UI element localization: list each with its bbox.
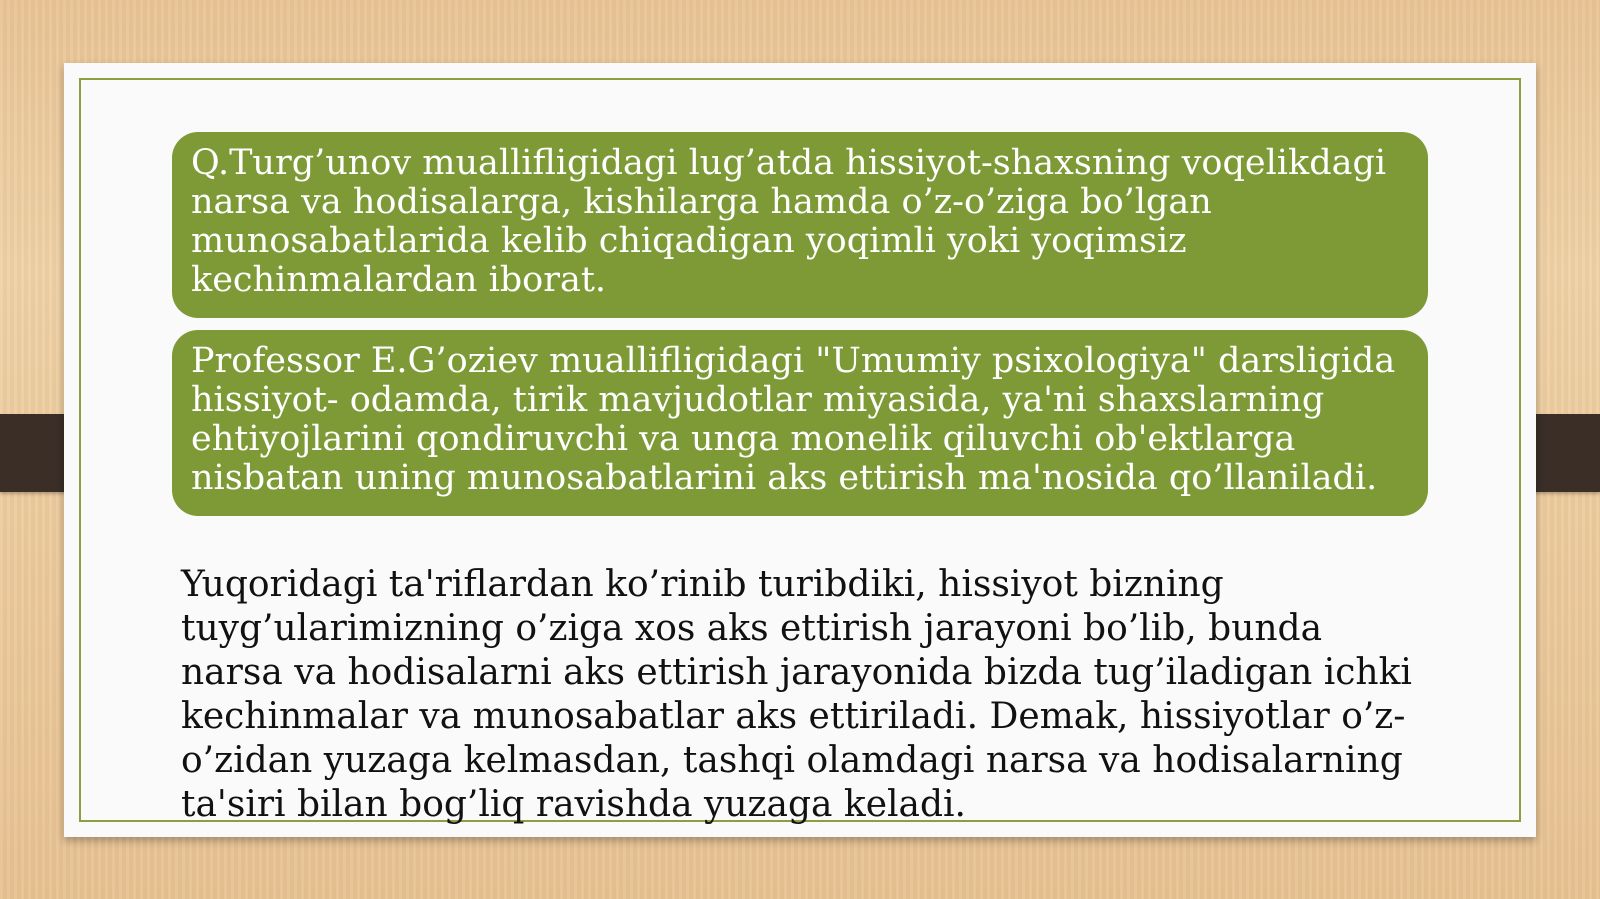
definition-text-goziev: Professor E.G’oziev muallifligidagi "Umumiy psixologiya" darsligida hissiyot- odamda, tirik mavjudotlar miyasida, ya'ni shaxslarning ehtiyojlarini qondiruvchi va unga monelik qiluvchi ob'ektlarga nisbatan uning munosabatlarini aks ettirish ma'nosida qo’llaniladi. <box>191 341 1396 498</box>
definition-text-turgunov: Q.Turg’unov muallifligidagi lug’atda hissiyot-shaxsning voqelikdagi narsa va hodisalarga, kishilarga hamda o’z-o’ziga bo’lgan munosabatlarida kelib chiqadigan yoqimli yoki yoqimsiz kechinmalardan iborat. <box>191 143 1387 300</box>
definition-callout-goziev <box>172 330 1428 516</box>
definition-callout-turgunov <box>172 132 1428 318</box>
conclusion-paragraph: Yuqoridagi ta'riflardan ko’rinib turibdiki, hissiyot bizning tuyg’ularimizning o’ziga xos aks ettirish jarayoni bo’lib, bunda narsa va hodisalarni aks ettirish jarayonida bizda tug’iladigan ichki kechinmalar va munosabatlar aks ettiriladi. Demak, hissiyotlar o’z-o’zidan yuzaga kelmasdan, tashqi olamdagi narsa va hodisalarning ta'siri bilan bog’liq ravishda yuzaga keladi. <box>181 564 1412 825</box>
slide-paper <box>64 63 1536 837</box>
